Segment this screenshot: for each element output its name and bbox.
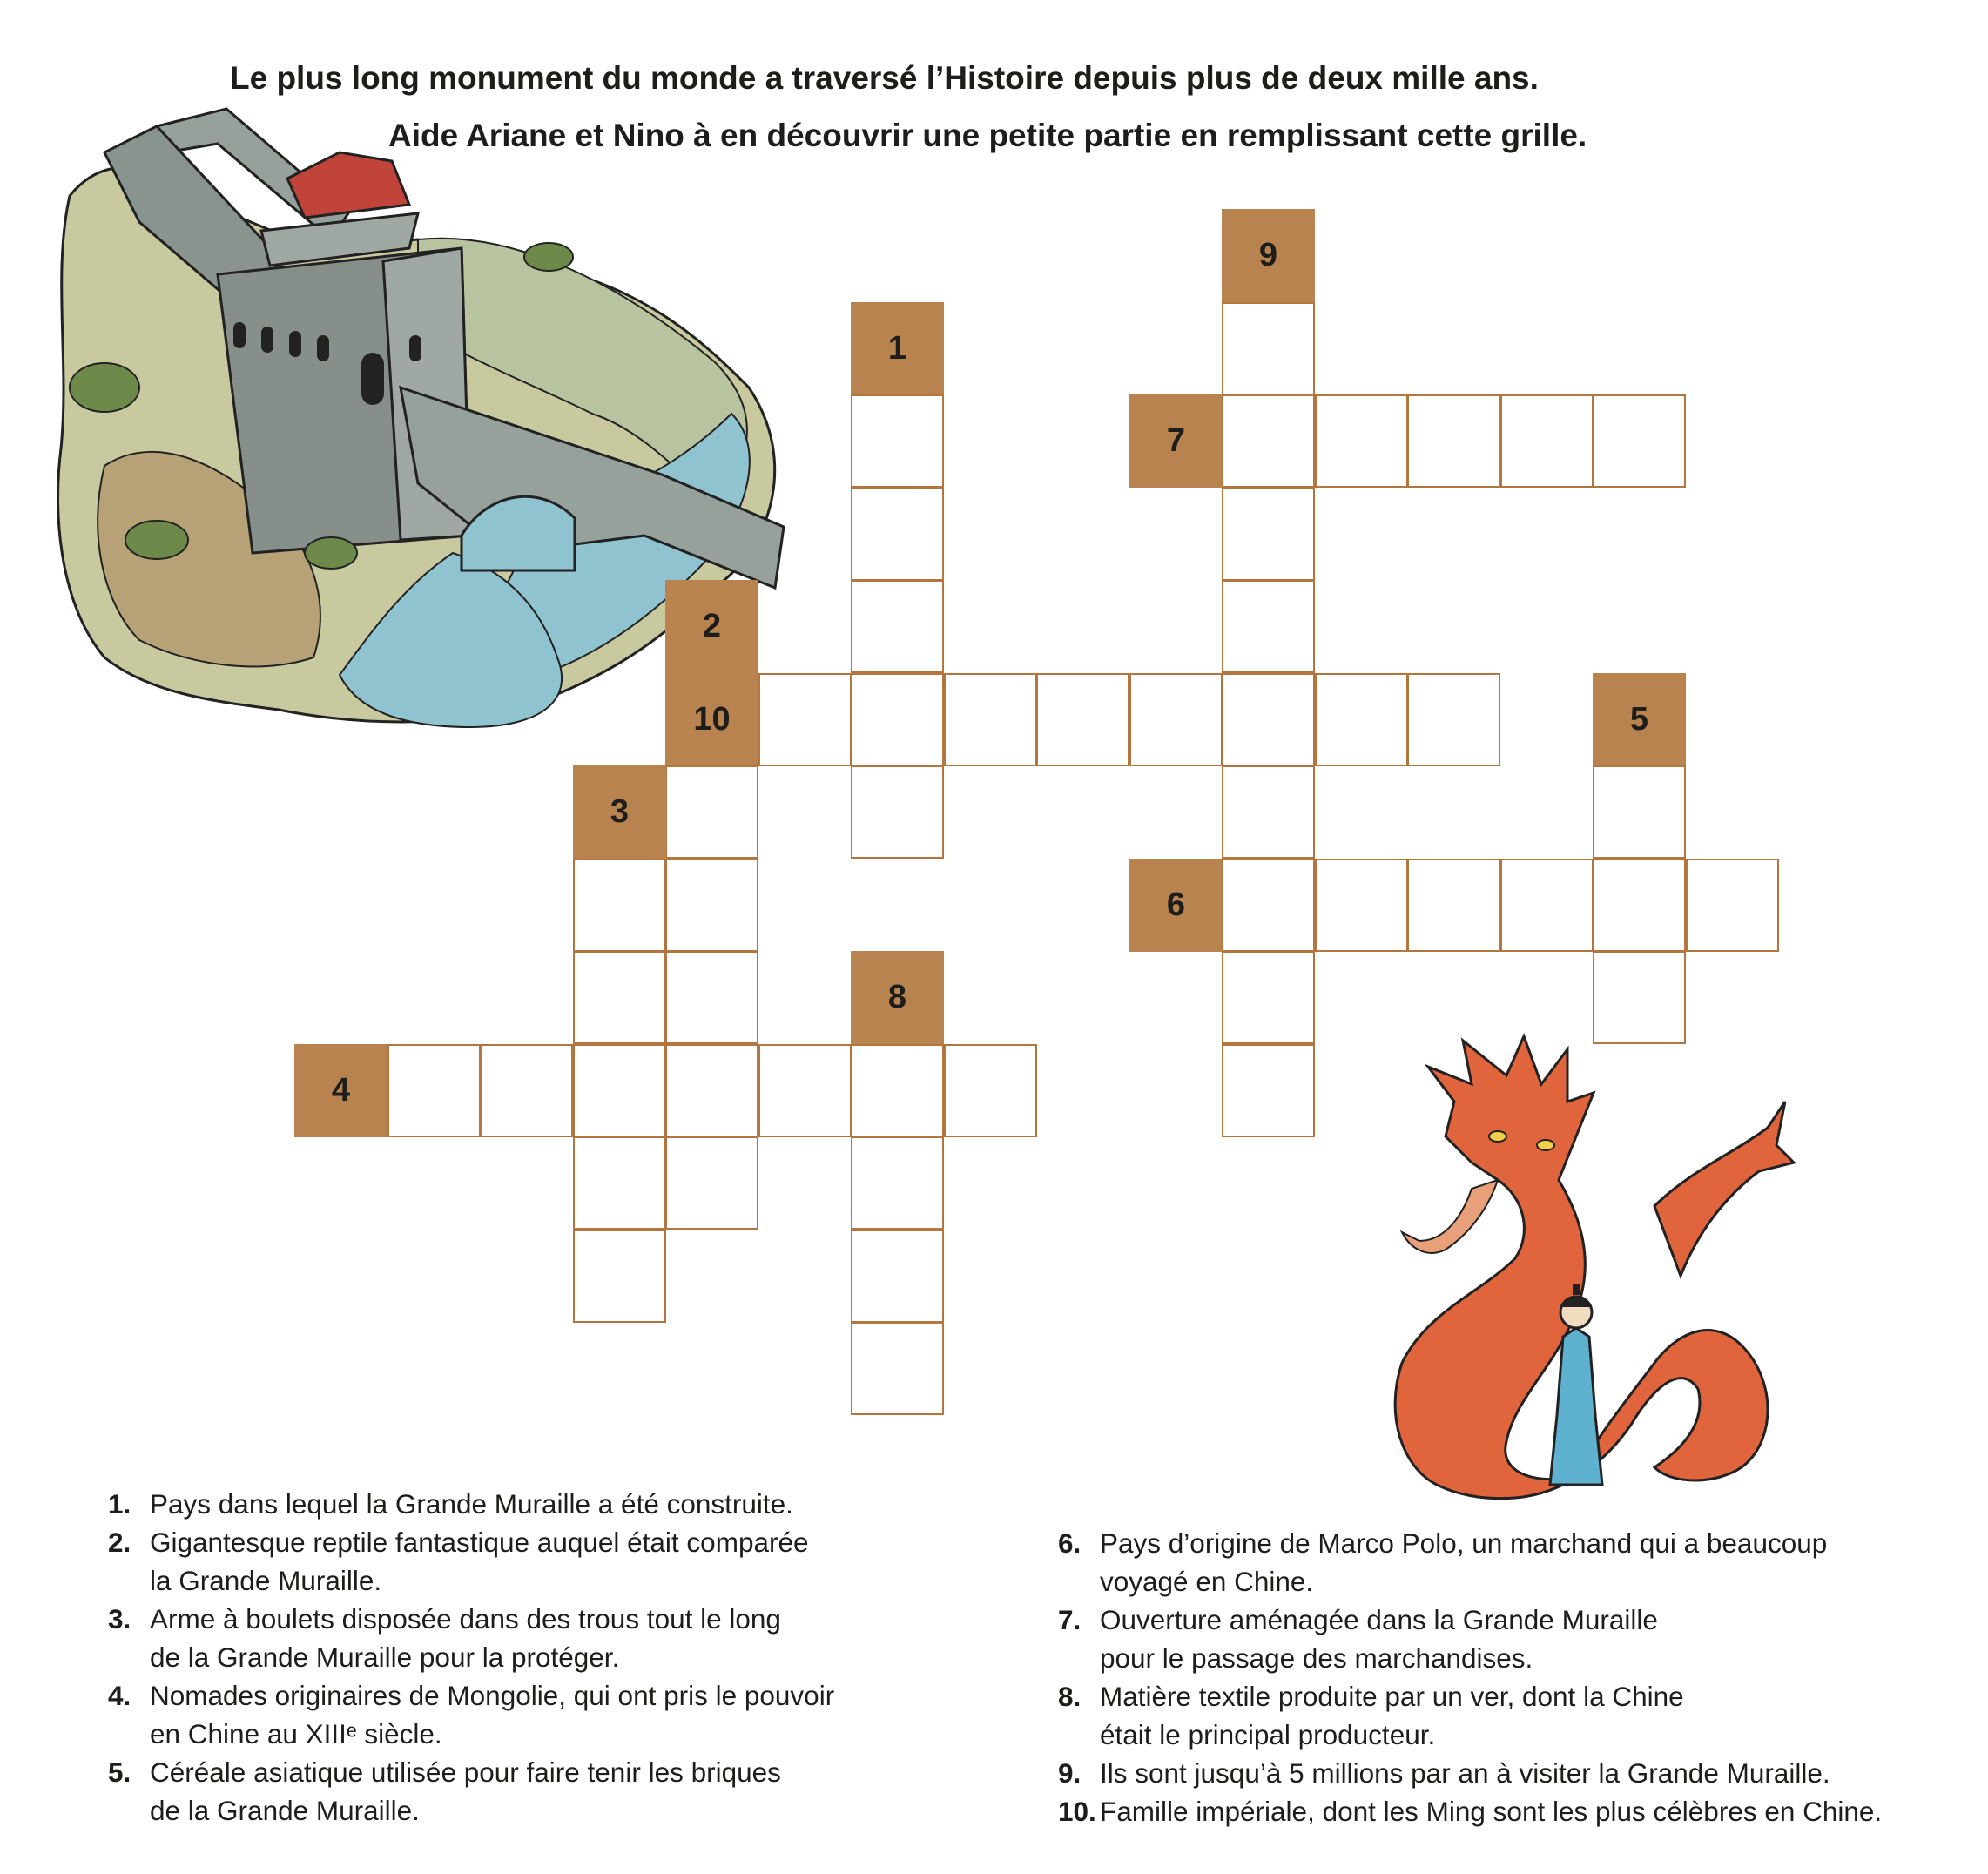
clue-number-label: 10. bbox=[1058, 1796, 1096, 1827]
clue-number-cell-4 bbox=[294, 1044, 387, 1137]
clue-item bbox=[1058, 1754, 1981, 1792]
clue-number-label: 3. bbox=[108, 1603, 131, 1635]
answer-cell[interactable] bbox=[851, 765, 944, 859]
clue-number: 1 bbox=[887, 330, 907, 367]
clue-number-label: 6. bbox=[1058, 1527, 1082, 1559]
clue-item bbox=[108, 1753, 979, 1830]
answer-cell[interactable] bbox=[851, 1230, 944, 1323]
answer-cell[interactable] bbox=[573, 951, 666, 1044]
clue-text: Arme à boulets disposée dans des trous tout le long de la Grande Muraille pour la protéger. bbox=[150, 1603, 781, 1673]
clue-number-label: 9. bbox=[1058, 1757, 1082, 1789]
clue-number-cell-8 bbox=[851, 951, 944, 1044]
answer-cell[interactable] bbox=[665, 765, 758, 859]
clue-item bbox=[1058, 1524, 1981, 1601]
clue-number-label: 5. bbox=[108, 1756, 131, 1788]
clue-number-cell-10 bbox=[665, 673, 758, 766]
answer-cell[interactable] bbox=[1222, 951, 1315, 1044]
answer-cell[interactable] bbox=[1407, 859, 1500, 952]
answer-cell[interactable] bbox=[573, 1136, 666, 1230]
clue-item bbox=[108, 1600, 979, 1676]
clue-number-cell-1 bbox=[851, 302, 944, 395]
clue-item bbox=[108, 1523, 979, 1600]
clue-text: Céréale asiatique utilisée pour faire tenir les briques de la Grande Muraille. bbox=[150, 1756, 781, 1826]
answer-cell[interactable] bbox=[851, 1136, 944, 1230]
clue-number-cell-3 bbox=[573, 765, 666, 859]
answer-cell[interactable] bbox=[1222, 859, 1315, 952]
clue-text: Famille impériale, dont les Ming sont les plus célèbres en Chine. bbox=[1100, 1796, 1883, 1827]
answer-cell[interactable] bbox=[1222, 1044, 1315, 1137]
clue-number: 7 bbox=[1166, 422, 1186, 459]
clue-item bbox=[1058, 1792, 1981, 1830]
answer-cell[interactable] bbox=[1222, 673, 1315, 766]
answer-cell[interactable] bbox=[1222, 394, 1315, 488]
answer-cell[interactable] bbox=[1686, 859, 1779, 952]
clue-number: 10 bbox=[693, 701, 731, 738]
answer-cell[interactable] bbox=[573, 1044, 666, 1137]
clue-number-cell-9 bbox=[1222, 209, 1315, 302]
answer-cell[interactable] bbox=[1222, 580, 1315, 673]
clue-item bbox=[108, 1676, 979, 1753]
answer-cell[interactable] bbox=[573, 859, 666, 952]
answer-cell[interactable] bbox=[1222, 765, 1315, 859]
answer-cell[interactable] bbox=[480, 1044, 573, 1137]
clue-number: 4 bbox=[331, 1072, 351, 1109]
answer-cell[interactable] bbox=[1222, 302, 1315, 395]
answer-cell[interactable] bbox=[758, 1044, 852, 1137]
answer-cell[interactable] bbox=[387, 1044, 481, 1137]
answer-cell[interactable] bbox=[851, 488, 944, 581]
answer-cell[interactable] bbox=[1315, 673, 1408, 766]
answer-cell[interactable] bbox=[1593, 765, 1686, 859]
answer-cell[interactable] bbox=[573, 1230, 666, 1323]
clue-number-label: 8. bbox=[1058, 1681, 1082, 1712]
clue-number-label: 1. bbox=[108, 1488, 131, 1520]
answer-cell[interactable] bbox=[944, 1044, 1037, 1137]
clue-number-label: 2. bbox=[108, 1527, 131, 1558]
clue-item bbox=[1058, 1601, 1981, 1677]
clue-text: Pays d’origine de Marco Polo, un marchand qui a beaucoup voyagé en Chine. bbox=[1100, 1527, 1828, 1597]
intro-line-1: Le plus long monument du monde a traversé l’Histoire depuis plus de deux mille ans. bbox=[230, 60, 1539, 96]
clue-text: Pays dans lequel la Grande Muraille a été construite. bbox=[150, 1488, 793, 1520]
answer-cell[interactable] bbox=[1593, 394, 1686, 488]
clue-text: Ouverture aménagée dans la Grande Muraille pour le passage des marchandises. bbox=[1100, 1604, 1658, 1674]
intro-line-2: Aide Ariane et Nino à en découvrir une petite partie en remplissant cette grille. bbox=[388, 118, 1587, 153]
answer-cell[interactable] bbox=[851, 580, 944, 673]
clue-number: 6 bbox=[1166, 886, 1186, 923]
answer-cell[interactable] bbox=[1500, 394, 1594, 488]
answer-cell[interactable] bbox=[1129, 673, 1223, 766]
clues-left-column bbox=[108, 1485, 979, 1830]
answer-cell[interactable] bbox=[851, 1322, 944, 1415]
clue-text: Nomades originaires de Mongolie, qui ont pris le pouvoir en Chine au XIIIᵉ siècle. bbox=[150, 1680, 835, 1749]
answer-cell[interactable] bbox=[1315, 859, 1408, 952]
clue-number-label: 4. bbox=[108, 1680, 131, 1711]
clues-right-column bbox=[1058, 1524, 1981, 1830]
clue-number: 3 bbox=[610, 793, 630, 830]
answer-cell[interactable] bbox=[1036, 673, 1129, 766]
clue-item bbox=[1058, 1677, 1981, 1754]
answer-cell[interactable] bbox=[1500, 859, 1594, 952]
answer-cell[interactable] bbox=[1315, 394, 1408, 488]
answer-cell[interactable] bbox=[1593, 859, 1686, 952]
clue-number-cell-6 bbox=[1129, 859, 1223, 952]
answer-cell[interactable] bbox=[665, 1136, 758, 1230]
clue-text: Gigantesque reptile fantastique auquel était comparée la Grande Muraille. bbox=[150, 1527, 809, 1596]
clue-text: Ils sont jusqu’à 5 millions par an à visiter la Grande Muraille. bbox=[1100, 1757, 1830, 1789]
answer-cell[interactable] bbox=[665, 951, 758, 1044]
clue-text: Matière textile produite par un ver, dont la Chine était le principal producteur. bbox=[1100, 1681, 1684, 1750]
clue-number-label: 7. bbox=[1058, 1604, 1082, 1635]
answer-cell[interactable] bbox=[1222, 488, 1315, 581]
answer-cell[interactable] bbox=[851, 394, 944, 488]
answer-cell[interactable] bbox=[665, 1044, 758, 1137]
answer-cell[interactable] bbox=[851, 673, 944, 766]
answer-cell[interactable] bbox=[758, 673, 852, 766]
clue-number: 5 bbox=[1629, 701, 1649, 738]
clue-item bbox=[108, 1485, 979, 1523]
answer-cell[interactable] bbox=[665, 859, 758, 952]
clue-number-cell-2 bbox=[665, 580, 758, 673]
clue-number-cell-7 bbox=[1129, 394, 1223, 488]
clue-number-cell-5 bbox=[1593, 673, 1686, 766]
answer-cell[interactable] bbox=[851, 1044, 944, 1137]
answer-cell[interactable] bbox=[1407, 394, 1500, 488]
answer-cell[interactable] bbox=[944, 673, 1037, 766]
answer-cell[interactable] bbox=[1407, 673, 1500, 766]
dragon-illustration bbox=[1367, 1032, 1803, 1502]
clue-number: 8 bbox=[887, 979, 907, 1015]
answer-cell[interactable] bbox=[1593, 951, 1686, 1044]
clue-number: 9 bbox=[1258, 237, 1278, 273]
clue-number: 2 bbox=[702, 608, 722, 644]
